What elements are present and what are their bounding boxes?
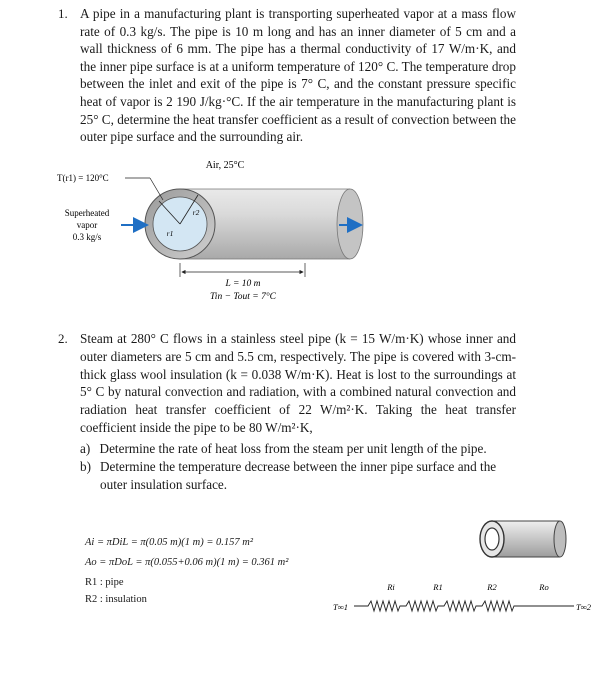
part-a: [80, 440, 520, 458]
part-a-text: Determine the rate of heat loss from the steam per unit length of the pipe.: [99, 441, 487, 456]
insulated-pipe-sketch: [470, 515, 570, 565]
air-label: Air, 25°C: [205, 160, 245, 171]
area-outer-eq: Ao = πDoL = π(0.055+0.06 m)(1 m) = 0.361 m²: [85, 557, 289, 568]
resistance-network: [330, 578, 602, 618]
part-a-label: a): [80, 441, 91, 456]
resistance-label-r1: R1: [433, 582, 443, 592]
resistor-chain: [354, 601, 574, 611]
inner-temp-label: T(r1) = 120°C: [57, 173, 109, 183]
vapor-label-line1: Superheated: [64, 208, 110, 218]
r1-note: R1 : pipe: [85, 577, 124, 588]
r1-label: r1: [166, 229, 174, 238]
vapor-label-line3: 0.3 kg/s: [72, 232, 102, 242]
resistance-label-r2: R2: [487, 582, 497, 592]
vapor-label-line2: vapor: [76, 220, 98, 230]
problem-2-text: Steam at 280° C flows in a stainless steel pipe (k = 15 W/m·K) whose inner and outer diameters are 5 cm and 5.5 cm, respectively. The pipe is covered with 3-cm-thick glass wool insulation (k = 0.038 W/m·K). Heat is lost to the surroundings at 5° C by natural convection and radiation, with a combined natural convection and radiation heat transfer coefficient of 22 W/m²·K. Taking the heat transfer coefficient inside the pipe to be 80 W/m²·K,: [80, 331, 516, 435]
resistance-label-ri: Ri: [387, 582, 395, 592]
temp-drop-label: Tin − Tout = 7°C: [210, 292, 276, 302]
problem-2-number: 2.: [58, 331, 68, 346]
area-inner-eq: Ai = πDiL = π(0.05 m)(1 m) = 0.157 m²: [85, 537, 254, 548]
problem-1-text: A pipe in a manufacturing plant is transporting superheated vapor at a mass flow rate of 0.3 kg/s. The pipe is 10 m long and has an inner diameter of 5 cm and a wall thickness of 6 mm. The pipe has a thermal conductivity of 17 W/m·K, and the inner pipe surface is at a uniform temperature of 120° C. The temperature drop between the inlet and exit of the pipe is 7° C, and the constant pressure specific heat of vapor is 2 190 J/kg·°C. If the air temperature in the manufacturing plant is 25° C, determine the heat transfer coefficient as a result of convection between the outer pipe surface and the surrounding air.: [80, 6, 516, 145]
resistance-label-ro: Ro: [539, 582, 549, 592]
t-inf-1-label: T∞1: [333, 602, 349, 612]
r2-note: R2 : insulation: [85, 594, 147, 605]
problem-1-number: 1.: [58, 6, 68, 21]
part-b-label: b): [80, 459, 91, 474]
part-b-text: Determine the temperature decrease between the inner pipe surface and the outer insulation surface.: [100, 459, 497, 492]
t-inf-2-label: T∞2: [576, 602, 592, 612]
pipe-figure: [55, 155, 365, 305]
length-label: L = 10 m: [225, 279, 261, 289]
r2-label: r2: [192, 208, 200, 217]
